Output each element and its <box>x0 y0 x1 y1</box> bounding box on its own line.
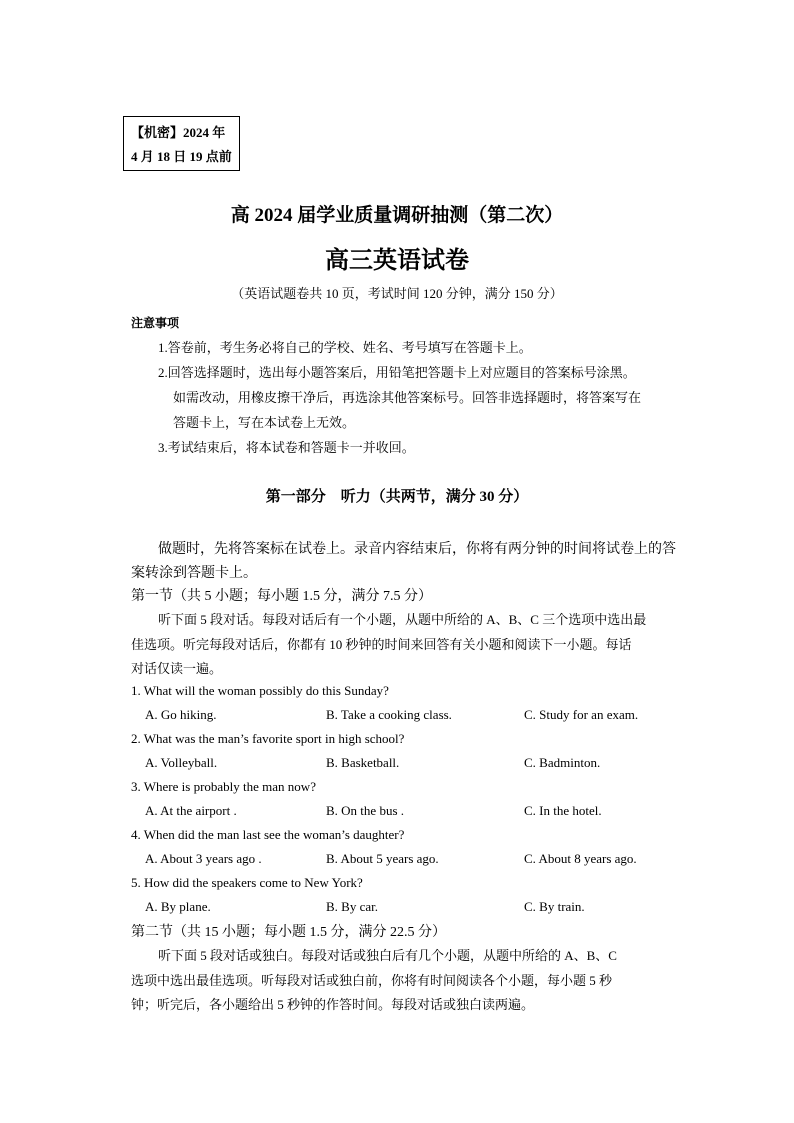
notice-item: 1.答卷前，考生务必将自己的学校、姓名、考号填写在答题卡上。 <box>158 340 532 355</box>
question-1-option-c: C. Study for an exam. <box>524 707 639 722</box>
notice-item: 答题卡上，写在本试卷上无效。 <box>173 415 356 430</box>
question-1-option-a: A. Go hiking. <box>145 707 217 722</box>
question-2-option-c: C. Badminton. <box>524 755 601 770</box>
notice-heading: 注意事项 <box>131 316 180 330</box>
section-1-instructions: 听下面 5 段对话。每段对话后有一个小题，从题中所给的 A、B、C 三个选项中选出最 <box>158 612 647 627</box>
part-1-intro: 做题时，先将答案标在试卷上。录音内容结束后，你将有两分钟的时间将试卷上的答 <box>158 542 676 557</box>
section-2-instructions: 选项中选出最佳选项。听每段对话或独白前，你将有时间阅读各个小题，每小题 5 秒 <box>131 973 613 988</box>
confidential-stamp-box <box>123 116 240 171</box>
question-3-option-c: C. In the hotel. <box>524 803 602 818</box>
notice-item: 3.考试结束后，将本试卷和答题卡一并收回。 <box>158 440 415 455</box>
question-3-option-a: A. At the airport . <box>145 803 237 818</box>
section-2-instructions: 听下面 5 段对话或独白。每段对话或独白后有几个小题，从题中所给的 A、B、C <box>158 948 617 963</box>
section-2-heading: 第二节（共 15 小题；每小题 1.5 分，满分 22.5 分） <box>131 925 446 940</box>
question-4-option-b: B. About 5 years ago. <box>326 851 439 866</box>
section-1-heading: 第一节（共 5 小题；每小题 1.5 分，满分 7.5 分） <box>131 589 432 604</box>
question-1-option-b: B. Take a cooking class. <box>326 707 452 722</box>
exam-title: 高 2024 届学业质量调研抽测（第二次） <box>230 205 564 226</box>
confidential-line-2: 4 月 18 日 19 点前 <box>131 149 232 164</box>
notice-item: 如需改动，用橡皮擦干净后，再选涂其他答案标号。回答非选择题时，将答案写在 <box>173 390 642 405</box>
section-1-instructions: 佳选项。听完每段对话后，你都有 10 秒钟的时间来回答有关小题和阅读下一小题。每话 <box>131 637 632 652</box>
question-2-option-b: B. Basketball. <box>326 755 400 770</box>
confidential-line-1: 【机密】2024 年 <box>131 125 226 140</box>
question-1: 1. What will the woman possibly do this Sunday? <box>131 683 389 698</box>
question-5-option-a: A. By plane. <box>145 899 211 914</box>
question-2: 2. What was the man’s favorite sport in high school? <box>131 731 405 746</box>
question-3: 3. Where is probably the man now? <box>131 779 316 794</box>
part-1-intro-cont: 案转涂到答题卡上。 <box>131 566 257 581</box>
exam-info: （英语试题卷共 10 页，考试时间 120 分钟，满分 150 分） <box>231 286 563 301</box>
part-1-title: 第一部分 听力（共两节，满分 30 分） <box>265 489 529 505</box>
question-4: 4. When did the man last see the woman’s daughter? <box>131 827 405 842</box>
notice-item: 2.回答选择题时，选出每小题答案后，用铅笔把答题卡上对应题目的答案标号涂黑。 <box>158 365 636 380</box>
question-4-option-a: A. About 3 years ago . <box>145 851 262 866</box>
section-2-instructions: 钟；听完后，各小题给出 5 秒钟的作答时间。每段对话或独白读两遍。 <box>131 997 535 1012</box>
question-5-option-c: C. By train. <box>524 899 585 914</box>
question-3-option-b: B. On the bus . <box>326 803 404 818</box>
section-1-instructions: 对话仅读一遍。 <box>131 661 223 676</box>
subject-title: 高三英语试卷 <box>325 246 469 274</box>
question-5-option-b: B. By car. <box>326 899 378 914</box>
question-2-option-a: A. Volleyball. <box>145 755 218 770</box>
question-5: 5. How did the speakers come to New York? <box>131 875 363 890</box>
question-4-option-c: C. About 8 years ago. <box>524 851 637 866</box>
